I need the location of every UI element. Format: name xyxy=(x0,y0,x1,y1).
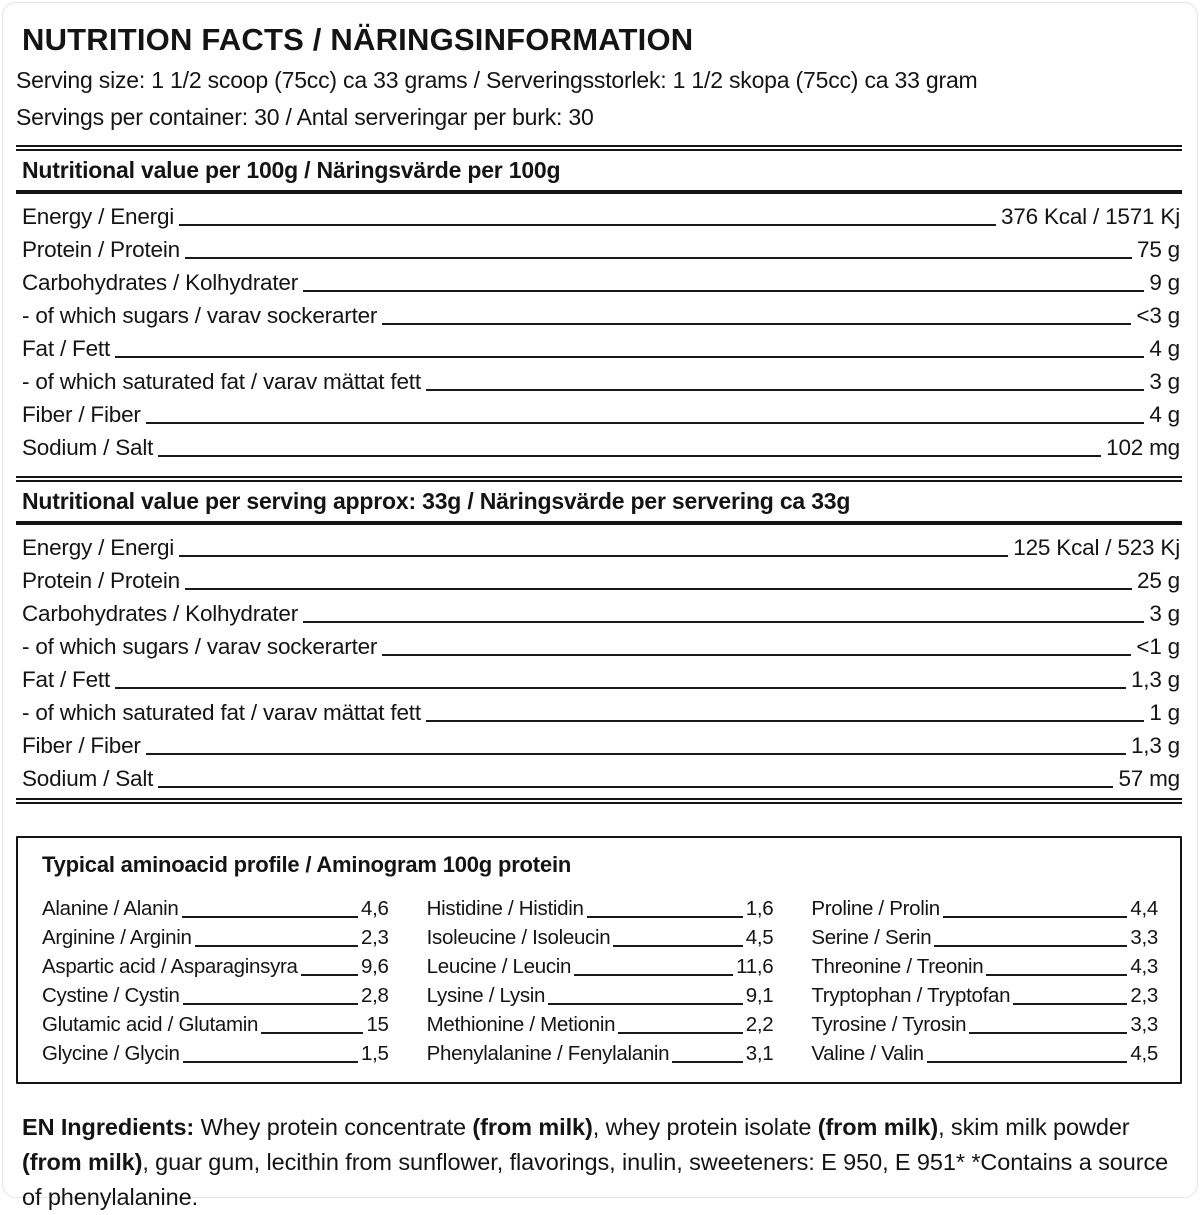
dotted-leader-line xyxy=(618,1032,743,1034)
amino-value: 4,5 xyxy=(745,926,774,949)
amino-row xyxy=(42,979,389,1008)
amino-label: Leucine / Leucin xyxy=(426,955,572,978)
amino-row xyxy=(811,892,1158,921)
ingredients-text-segment: , whey protein isolate xyxy=(592,1114,818,1140)
nutrient-value: 3 g xyxy=(1149,369,1180,394)
amino-label: Alanine / Alanin xyxy=(42,897,179,920)
nutrient-row xyxy=(16,329,1182,362)
amino-row xyxy=(811,1008,1158,1037)
nutrient-label: Carbohydrates / Kolhydrater xyxy=(22,270,298,295)
dotted-leader-line xyxy=(426,389,1144,391)
serving-size-text: Serving size: 1 1/2 scoop (75cc) ca 33 grams / Serveringsstorlek: 1 1/2 skopa (75cc) ca 33 gram xyxy=(16,67,978,93)
amino-row xyxy=(42,1008,389,1037)
nutrient-label: - of which saturated fat / varav mättat fett xyxy=(22,700,421,725)
amino-label: Tryptophan / Tryptofan xyxy=(811,984,1011,1007)
dotted-leader-line xyxy=(303,621,1144,623)
dotted-leader-line xyxy=(303,290,1144,292)
dotted-leader-line xyxy=(301,974,358,976)
amino-column-3 xyxy=(811,892,1158,1066)
amino-row xyxy=(811,979,1158,1008)
amino-label: Threonine / Treonin xyxy=(811,955,984,978)
ingredients-text-segment: , guar gum, lecithin from sunflower, flavorings, inulin, sweeteners: E 950, E 951* *Contains a source of phenylalanine. xyxy=(22,1149,1169,1210)
dotted-leader-line xyxy=(182,916,359,918)
amino-row xyxy=(42,1037,389,1066)
amino-value: 2,2 xyxy=(745,1013,774,1036)
nutrient-label: Fat / Fett xyxy=(22,336,111,361)
nutrient-row xyxy=(16,594,1182,627)
nutrient-row xyxy=(16,296,1182,329)
amino-label: Glycine / Glycin xyxy=(42,1042,180,1065)
ingredients-text-segment: (from milk) xyxy=(22,1149,143,1175)
dotted-leader-line xyxy=(1013,1003,1127,1005)
dotted-leader-line xyxy=(943,916,1128,918)
amino-value: 3,3 xyxy=(1130,1013,1158,1036)
ingredients-text-segment: EN Ingredients: xyxy=(22,1114,201,1140)
ingredients-paragraph xyxy=(16,1110,1182,1215)
amino-row xyxy=(811,950,1158,979)
dotted-leader-line xyxy=(261,1032,363,1034)
amino-row xyxy=(427,979,774,1008)
nutrient-label: Fiber / Fiber xyxy=(22,402,141,427)
amino-label: Tyrosine / Tyrosin xyxy=(811,1013,967,1036)
dotted-leader-line xyxy=(986,974,1127,976)
nutrient-label: Sodium / Salt xyxy=(22,435,154,460)
amino-profile-header: Typical aminoacid profile / Aminogram 100g protein xyxy=(42,852,572,877)
amino-row xyxy=(427,1037,774,1066)
nutrient-label: Fiber / Fiber xyxy=(22,733,141,758)
nutrient-row xyxy=(16,759,1182,792)
dotted-leader-line xyxy=(158,455,1101,457)
dotted-leader-line xyxy=(115,687,1126,689)
dotted-leader-line xyxy=(183,1061,358,1063)
nutrient-label: - of which saturated fat / varav mättat fett xyxy=(22,369,421,394)
amino-profile-grid xyxy=(42,892,1158,1066)
amino-value: 3,3 xyxy=(1130,926,1158,949)
dotted-leader-line xyxy=(934,945,1127,947)
nutrient-value: 102 mg xyxy=(1106,435,1180,460)
nutrient-value: <1 g xyxy=(1136,634,1180,659)
dotted-leader-line xyxy=(672,1061,742,1063)
per-100g-section xyxy=(16,145,1182,467)
nutrient-value: 3 g xyxy=(1149,601,1180,626)
nutrient-label: Carbohydrates / Kolhydrater xyxy=(22,601,298,626)
dotted-leader-line xyxy=(183,1003,358,1005)
amino-row xyxy=(42,950,389,979)
dotted-leader-line xyxy=(146,753,1126,755)
dotted-leader-line xyxy=(426,720,1144,722)
page-title: NUTRITION FACTS / NÄRINGSINFORMATION xyxy=(22,22,694,57)
dotted-leader-line xyxy=(115,356,1144,358)
amino-label: Proline / Prolin xyxy=(811,897,940,920)
servings-per-container-text: Servings per container: 30 / Antal serveringar per burk: 30 xyxy=(16,104,594,130)
amino-label: Arginine / Arginin xyxy=(42,926,192,949)
amino-label: Serine / Serin xyxy=(811,926,932,949)
ingredients-text-segment: Whey protein concentrate xyxy=(200,1114,473,1140)
amino-label: Histidine / Histidin xyxy=(426,897,584,920)
nutrient-value: 1,3 g xyxy=(1130,733,1180,758)
dotted-leader-line xyxy=(195,945,358,947)
nutrient-row xyxy=(16,395,1182,428)
dotted-leader-line xyxy=(179,224,996,226)
amino-label: Glutamic acid / Glutamin xyxy=(42,1013,259,1036)
amino-column-2 xyxy=(427,892,774,1066)
amino-row xyxy=(427,892,774,921)
amino-value: 4,5 xyxy=(1130,1042,1158,1065)
amino-value: 15 xyxy=(366,1013,389,1036)
amino-value: 2,3 xyxy=(1130,984,1158,1007)
nutrient-label: Energy / Energi xyxy=(22,535,175,560)
nutrient-label: Protein / Protein xyxy=(22,237,180,262)
dotted-leader-line xyxy=(146,422,1145,424)
nutrient-row xyxy=(16,528,1182,561)
nutrient-row xyxy=(16,263,1182,296)
amino-value: 1,5 xyxy=(361,1042,389,1065)
amino-row xyxy=(811,1037,1158,1066)
nutrient-row xyxy=(16,726,1182,759)
amino-row xyxy=(42,892,389,921)
nutrient-value: 376 Kcal / 1571 Kj xyxy=(1000,204,1180,229)
nutrient-row xyxy=(16,693,1182,726)
amino-value: 9,6 xyxy=(361,955,389,978)
dotted-leader-line xyxy=(185,257,1132,259)
nutrient-row xyxy=(16,230,1182,263)
nutrient-label: Sodium / Salt xyxy=(22,766,154,791)
nutrient-value: 1,3 g xyxy=(1130,667,1180,692)
amino-row xyxy=(811,921,1158,950)
per-100g-header: Nutritional value per 100g / Näringsvärde per 100g xyxy=(16,145,1182,194)
amino-value: 2,3 xyxy=(361,926,389,949)
dotted-leader-line xyxy=(587,916,743,918)
ingredients-text-segment: , skim milk powder xyxy=(938,1114,1130,1140)
amino-label: Valine / Valin xyxy=(811,1042,924,1065)
amino-column-1 xyxy=(42,892,389,1066)
nutrient-value: 125 Kcal / 523 Kj xyxy=(1013,535,1180,560)
nutrient-row xyxy=(16,428,1182,461)
nutrient-label: - of which sugars / varav sockerarter xyxy=(22,303,378,328)
amino-value: 11,6 xyxy=(736,955,774,978)
nutrient-value: <3 g xyxy=(1136,303,1180,328)
amino-label: Lysine / Lysin xyxy=(426,984,546,1007)
nutrient-value: 1 g xyxy=(1149,700,1180,725)
nutrient-row xyxy=(16,627,1182,660)
amino-label: Aspartic acid / Asparaginsyra xyxy=(42,955,298,978)
amino-value: 2,8 xyxy=(361,984,389,1007)
dotted-leader-line xyxy=(179,555,1008,557)
nutrient-label: Energy / Energi xyxy=(22,204,175,229)
dotted-leader-line xyxy=(969,1032,1127,1034)
ingredients-text-segment: (from milk) xyxy=(472,1114,593,1140)
amino-row xyxy=(427,950,774,979)
amino-row xyxy=(427,921,774,950)
amino-row xyxy=(42,921,389,950)
amino-label: Isoleucine / Isoleucin xyxy=(426,926,611,949)
amino-label: Methionine / Metionin xyxy=(426,1013,616,1036)
amino-value: 4,3 xyxy=(1130,955,1158,978)
dotted-leader-line xyxy=(185,588,1132,590)
nutrient-row xyxy=(16,197,1182,230)
amino-value: 4,4 xyxy=(1130,897,1158,920)
nutrient-label: Protein / Protein xyxy=(22,568,180,593)
dotted-leader-line xyxy=(382,654,1131,656)
amino-value: 9,1 xyxy=(745,984,774,1007)
nutrient-label: Fat / Fett xyxy=(22,667,111,692)
amino-value: 1,6 xyxy=(745,897,774,920)
amino-row xyxy=(427,1008,774,1037)
nutrient-row xyxy=(16,362,1182,395)
dotted-leader-line xyxy=(574,974,733,976)
nutrient-row xyxy=(16,561,1182,594)
nutrient-value: 25 g xyxy=(1137,568,1180,593)
nutrient-row xyxy=(16,660,1182,693)
nutrient-value: 4 g xyxy=(1149,336,1180,361)
amino-label: Phenylalanine / Fenylalanin xyxy=(426,1042,670,1065)
nutrient-value: 4 g xyxy=(1149,402,1180,427)
per-100g-rows xyxy=(16,194,1182,467)
dotted-leader-line xyxy=(927,1061,1128,1063)
ingredients-text-segment: (from milk) xyxy=(817,1114,939,1140)
amino-label: Cystine / Cystin xyxy=(42,984,180,1007)
per-serving-section xyxy=(16,476,1182,804)
dotted-leader-line xyxy=(548,1003,743,1005)
per-serving-header: Nutritional value per serving approx: 33g / Näringsvärde per servering ca 33g xyxy=(16,476,1182,525)
amino-profile-box xyxy=(16,836,1182,1084)
dotted-leader-line xyxy=(158,786,1113,788)
nutrient-value: 9 g xyxy=(1149,270,1180,295)
amino-value: 3,1 xyxy=(745,1042,774,1065)
nutrient-value: 75 g xyxy=(1137,237,1180,262)
nutrient-value: 57 mg xyxy=(1118,766,1180,791)
nutrient-label: - of which sugars / varav sockerarter xyxy=(22,634,378,659)
per-serving-rows xyxy=(16,525,1182,804)
dotted-leader-line xyxy=(382,323,1131,325)
dotted-leader-line xyxy=(613,945,742,947)
amino-value: 4,6 xyxy=(361,897,389,920)
